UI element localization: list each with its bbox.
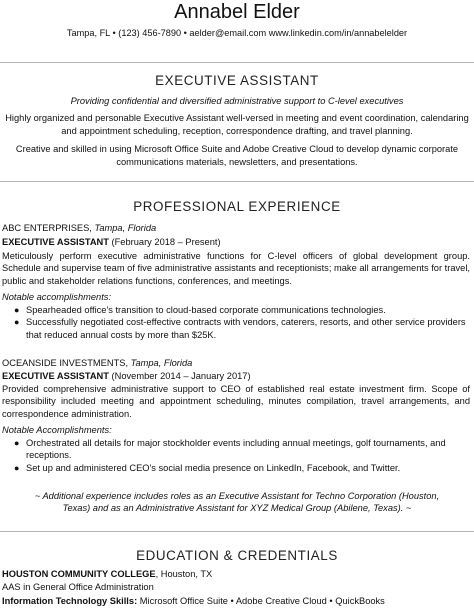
list-item: ● Successfully negotiated cost-effective contracts with vendors, caterers, resorts, and other service providers that reduced annual costs by more than $25K.	[14, 317, 466, 340]
summary-tagline: Providing confidential and diversified administrative support to C-level executives	[70, 96, 404, 106]
skills-list: Microsoft Office Suite • Adobe Creative Cloud • QuickBooks	[139, 596, 385, 606]
accomplishments-label: Notable Accomplishments:	[2, 425, 112, 435]
skills-line	[2, 595, 472, 607]
education-title: EDUCATION & CREDENTIALS	[136, 548, 338, 563]
job-role-line	[2, 370, 472, 382]
accomplishments-label: Notable accomplishments:	[2, 292, 112, 302]
job-company-line	[2, 222, 472, 234]
divider	[0, 62, 474, 63]
job-description: Meticulously perform executive administrative functions for C-level officers of global development group. Schedule and supervise team of five administrative assistants and receptionists; make all arrangements for travel, public and stakeholder relations functions, conferences, and meetings.	[2, 251, 470, 286]
bullet-icon: ●	[14, 462, 20, 473]
job-role: EXECUTIVE ASSISTANT	[2, 371, 109, 381]
skills-label: Information Technology Skills:	[2, 596, 138, 606]
bullet-icon: ●	[14, 305, 20, 315]
additional-experience-note: ~ Additional experience includes roles as an Executive Assistant for Techno Corporation (Houston, Texas) and as an Administrative Assistant for XYZ Medical Group (Abilene, Texas). ~	[34, 491, 440, 514]
job-company: OCEANSIDE INVESTMENTS,	[2, 358, 129, 368]
job-description: Provided comprehensive administrative support to CEO of established real estate investment firm. Scope of responsibility included meeting and appointment scheduling, minutes compilation, travel arrangements, and correspondence administration.	[2, 384, 470, 419]
job-dates: (February 2018 – Present)	[111, 237, 221, 247]
summary-paragraph-1: Highly organized and personable Executive Assistant well-versed in meeting and event coordination, calendaring and appointment scheduling, reception, correspondence drafting, and travel planning.	[5, 113, 469, 136]
summary-paragraph-2: Creative and skilled in using Microsoft Office Suite and Adobe Creative Cloud to develop dynamic corporate communications materials, newsletters, and presentations.	[15, 144, 459, 167]
divider	[0, 531, 474, 532]
job-company-line	[2, 357, 472, 369]
bullet-icon: ●	[14, 438, 20, 448]
degree-line: AAS in General Office Administration	[2, 582, 154, 592]
school-line	[2, 568, 472, 580]
job-location: Tampa, Florida	[130, 358, 193, 368]
contact-line: Tampa, FL • (123) 456-7890 • aelder@email.com www.linkedin.com/in/annabelelder	[66, 28, 408, 38]
list-item: ● Orchestrated all details for major stockholder events including annual meetings, golf tournaments, and receptions.	[14, 438, 446, 461]
summary-title: EXECUTIVE ASSISTANT	[155, 73, 319, 88]
job-company: ABC ENTERPRISES,	[2, 223, 92, 233]
divider	[0, 181, 474, 182]
accomplishments-list	[10, 304, 466, 341]
list-item: ● Spearheaded office's transition to cloud-based corporate communications technologies.	[14, 305, 386, 315]
list-item: ● Set up and administered CEO's social media presence on LinkedIn, Facebook, and Twitter.	[14, 462, 401, 473]
accomplishments-list	[10, 437, 466, 474]
school-name: HOUSTON COMMUNITY COLLEGE	[2, 569, 156, 579]
job-dates: (November 2014 – January 2017)	[111, 371, 251, 381]
job-location: Tampa, Florida	[94, 223, 157, 233]
experience-title: PROFESSIONAL EXPERIENCE	[133, 199, 341, 214]
bullet-icon: ●	[14, 317, 20, 328]
job-role-line	[2, 236, 472, 248]
candidate-name: Annabel Elder	[174, 1, 300, 23]
job-role: EXECUTIVE ASSISTANT	[2, 237, 109, 247]
school-location: , Houston, TX	[155, 569, 213, 579]
